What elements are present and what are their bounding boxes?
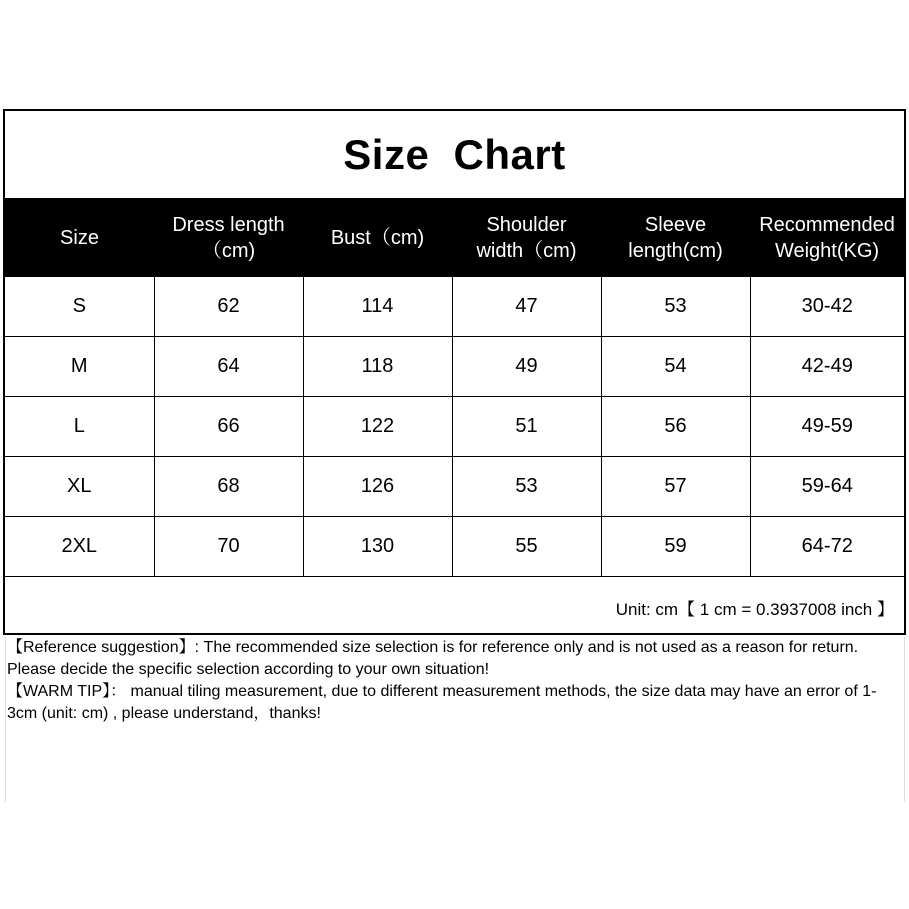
cell-size: 2XL xyxy=(5,517,154,577)
header-sleeve-length-line2: length(cm) xyxy=(628,240,723,262)
header-sleeve-length-line1: Sleeve xyxy=(644,214,707,236)
cell-sleeve-length: 59 xyxy=(601,517,750,577)
cell-shoulder-width: 51 xyxy=(452,397,601,457)
header-dress-length-line2: （cm) xyxy=(201,240,256,262)
cell-bust: 122 xyxy=(303,397,452,457)
cell-dress-length: 64 xyxy=(154,337,303,397)
cell-recommended-weight: 42-49 xyxy=(750,337,904,397)
header-size-line1: Size xyxy=(60,227,99,249)
cell-sleeve-length: 54 xyxy=(601,337,750,397)
title-bar xyxy=(5,111,904,199)
cell-size: S xyxy=(5,277,154,337)
cell-shoulder-width: 49 xyxy=(452,337,601,397)
reference-suggestion: 【Reference suggestion】: The recommended size selection is for reference only and is not used as a reason for return. Please decide the specific selection according to your own situation! xyxy=(7,639,859,678)
cell-sleeve-length: 53 xyxy=(601,277,750,337)
warm-tip: 【WARM TIP】： manual tiling measurement, due to different measurement methods, the size data may have an error of 1-3cm (unit: cm) , please understand，thanks! xyxy=(7,683,877,722)
header-shoulder-width-line2: width（cm) xyxy=(476,240,577,262)
cell-bust: 126 xyxy=(303,457,452,517)
size-chart xyxy=(3,109,906,635)
header-shoulder-width xyxy=(452,199,601,277)
cell-dress-length: 62 xyxy=(154,277,303,337)
header-recommended-weight xyxy=(750,199,904,277)
cell-recommended-weight: 59-64 xyxy=(750,457,904,517)
cell-shoulder-width: 47 xyxy=(452,277,601,337)
cell-size: XL xyxy=(5,457,154,517)
cell-bust: 118 xyxy=(303,337,452,397)
cell-sleeve-length: 56 xyxy=(601,397,750,457)
cell-bust: 130 xyxy=(303,517,452,577)
header-bust xyxy=(303,199,452,277)
cell-shoulder-width: 55 xyxy=(452,517,601,577)
cell-dress-length: 66 xyxy=(154,397,303,457)
cell-dress-length: 70 xyxy=(154,517,303,577)
notes-section xyxy=(5,637,905,802)
table-header-row xyxy=(5,199,904,277)
header-recommended-weight-line2: Weight(KG) xyxy=(774,240,880,262)
header-dress-length-line1: Dress length xyxy=(172,214,285,236)
cell-shoulder-width: 53 xyxy=(452,457,601,517)
unit-row xyxy=(5,577,904,637)
header-dress-length xyxy=(154,199,303,277)
cell-sleeve-length: 57 xyxy=(601,457,750,517)
cell-dress-length: 68 xyxy=(154,457,303,517)
size-table xyxy=(5,199,904,577)
header-recommended-weight-line1: Recommended xyxy=(759,214,895,236)
header-shoulder-width-line1: Shoulder xyxy=(486,214,567,236)
table-row xyxy=(5,397,904,457)
cell-size: L xyxy=(5,397,154,457)
table-row xyxy=(5,517,904,577)
table-row xyxy=(5,277,904,337)
table-row xyxy=(5,457,904,517)
unit-note: Unit: cm【 1 cm = 0.3937008 inch 】 xyxy=(615,599,894,619)
cell-bust: 114 xyxy=(303,277,452,337)
header-bust-line1: Bust（cm) xyxy=(330,227,425,249)
chart-title: Size Chart xyxy=(343,130,566,178)
header-size xyxy=(5,199,154,277)
cell-recommended-weight: 64-72 xyxy=(750,517,904,577)
table-row xyxy=(5,337,904,397)
header-sleeve-length xyxy=(601,199,750,277)
cell-recommended-weight: 49-59 xyxy=(750,397,904,457)
cell-size: M xyxy=(5,337,154,397)
cell-recommended-weight: 30-42 xyxy=(750,277,904,337)
